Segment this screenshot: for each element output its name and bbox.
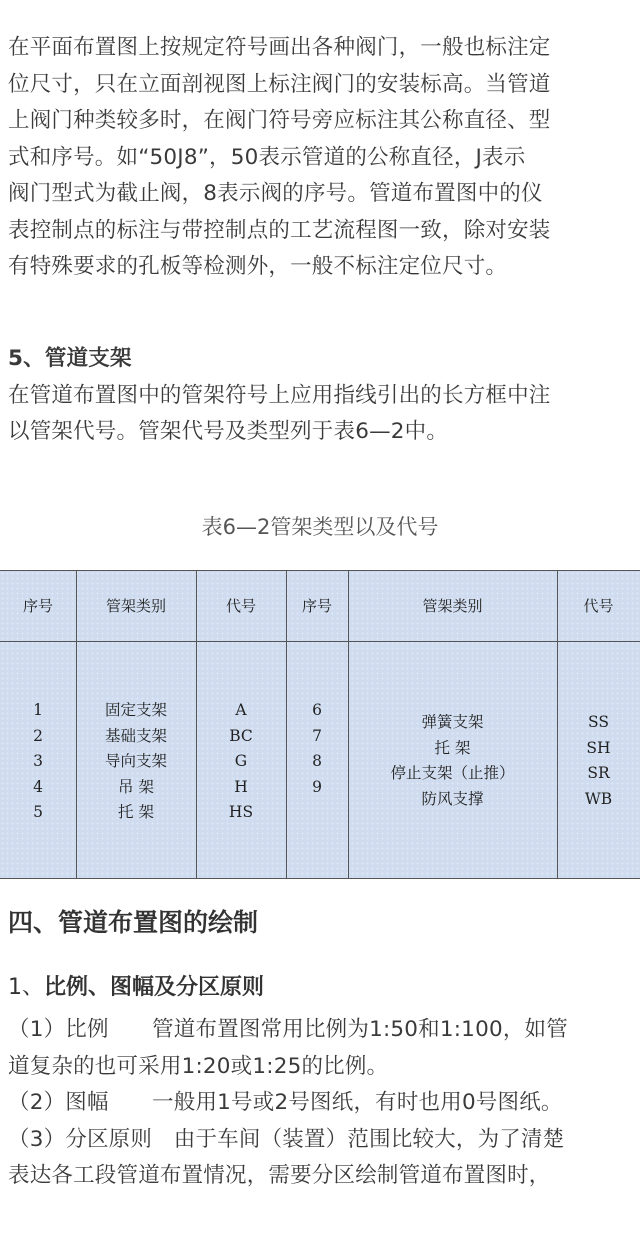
table-cell: 托 架 [118,803,154,821]
text-line: （1）比例 管道布置图常用比例为1:50和1:100，如管 [8,1017,568,1042]
table-cell: 9 [312,777,322,796]
table-cell: 5 [33,803,43,821]
right-code-column [557,710,640,812]
section4-body [8,1012,638,1195]
pipe-support-table [0,570,640,879]
table-cell: 4 [33,777,43,796]
text-line: 位尺寸，只在立面剖视图上标注阀门的安装标高。当管道 [8,71,551,97]
table-cell: HS [228,803,254,821]
text-line: 表达各工段管道布置情况，需要分区绘制管道布置图时， [8,1163,551,1188]
table-cell: 弹簧支架 [421,713,484,731]
table-cell: 2 [33,726,43,745]
subsection-title [8,970,264,1001]
subsection-text: 比例、图幅及分区原则 [44,975,265,1000]
text-line: 在管道布置图中的管架符号上应用指线引出的长方框中注 [8,382,551,408]
table-cell: 8 [312,752,322,770]
table-cell: G [234,752,248,770]
table-cell: SH [586,738,611,757]
table-cell: 6 [312,701,322,719]
table-cell: WB [584,789,613,808]
section4-title: 四、管道布置图的绘制 [8,908,259,937]
text-line: 式和序号。如“50J8”，50表示管道的公称直径，J表示 [8,144,526,170]
table-cell: 防风支撑 [421,789,484,808]
table-cell: 1 [33,701,43,719]
table-cell: 基础支架 [104,726,167,745]
right-type-column [348,710,557,812]
table-cell: H [234,777,248,796]
left-number-column [0,698,76,826]
header-divider [0,641,640,642]
text-line: （2）图幅 一般用1号或2号图纸，有时也用0号图纸。 [8,1090,563,1115]
text-line: 上阀门种类较多时，在阀门符号旁应标注其公称直径、型 [8,108,551,133]
table-cell: 3 [33,752,43,770]
table-cell: 固定支架 [104,701,167,719]
subsection-number: 1、 [8,975,44,1000]
table-header-cell: 代号 [225,597,256,615]
table-cell: A [235,701,247,719]
table-cell: BC [229,726,253,745]
right-number-column [286,698,348,800]
section5-heading: 5、管道支架 [8,346,132,371]
table-cell: SS [588,713,609,731]
text-line: 阀门型式为截止阀，8表示阀的序号。管道布置图中的仪 [8,181,543,206]
table-caption: 表6—2管架类型以及代号 [201,515,439,539]
text-line: 表控制点的标注与带控制点的工艺流程图一致，除对安装 [8,217,551,243]
section5 [8,341,638,451]
text-line: （3）分区原则 由于车间（装置）范围比较大，为了清楚 [8,1126,565,1152]
text-line: 有特殊要求的孔板等检测外，一般不标注定位尺寸。 [8,254,508,279]
left-code-column [196,698,286,826]
table-header-cell: 管架类别 [422,597,483,615]
table-cell: SR [587,764,610,782]
table-cell: 吊 架 [118,777,154,796]
text-line: 道复杂的也可采用1:20或1:25的比例。 [8,1053,389,1079]
table-header-cell: 序号 [22,597,53,615]
table-cell: 托 架 [434,738,471,757]
intro-paragraph [8,30,638,286]
table-header-cell: 代号 [583,597,614,615]
table-cell: 停止支架（止推） [390,764,515,782]
text-line: 以管架代号。管架代号及类型列于表6—2中。 [8,419,449,444]
table-cell: 导向支架 [104,752,167,770]
table-cell: 7 [312,726,322,745]
text-line: 在平面布置图上按规定符号画出各种阀门，一般也标注定 [8,35,551,60]
table-header-cell: 管架类别 [105,597,166,615]
table-header-cell: 序号 [301,597,332,615]
left-type-column [76,698,196,826]
